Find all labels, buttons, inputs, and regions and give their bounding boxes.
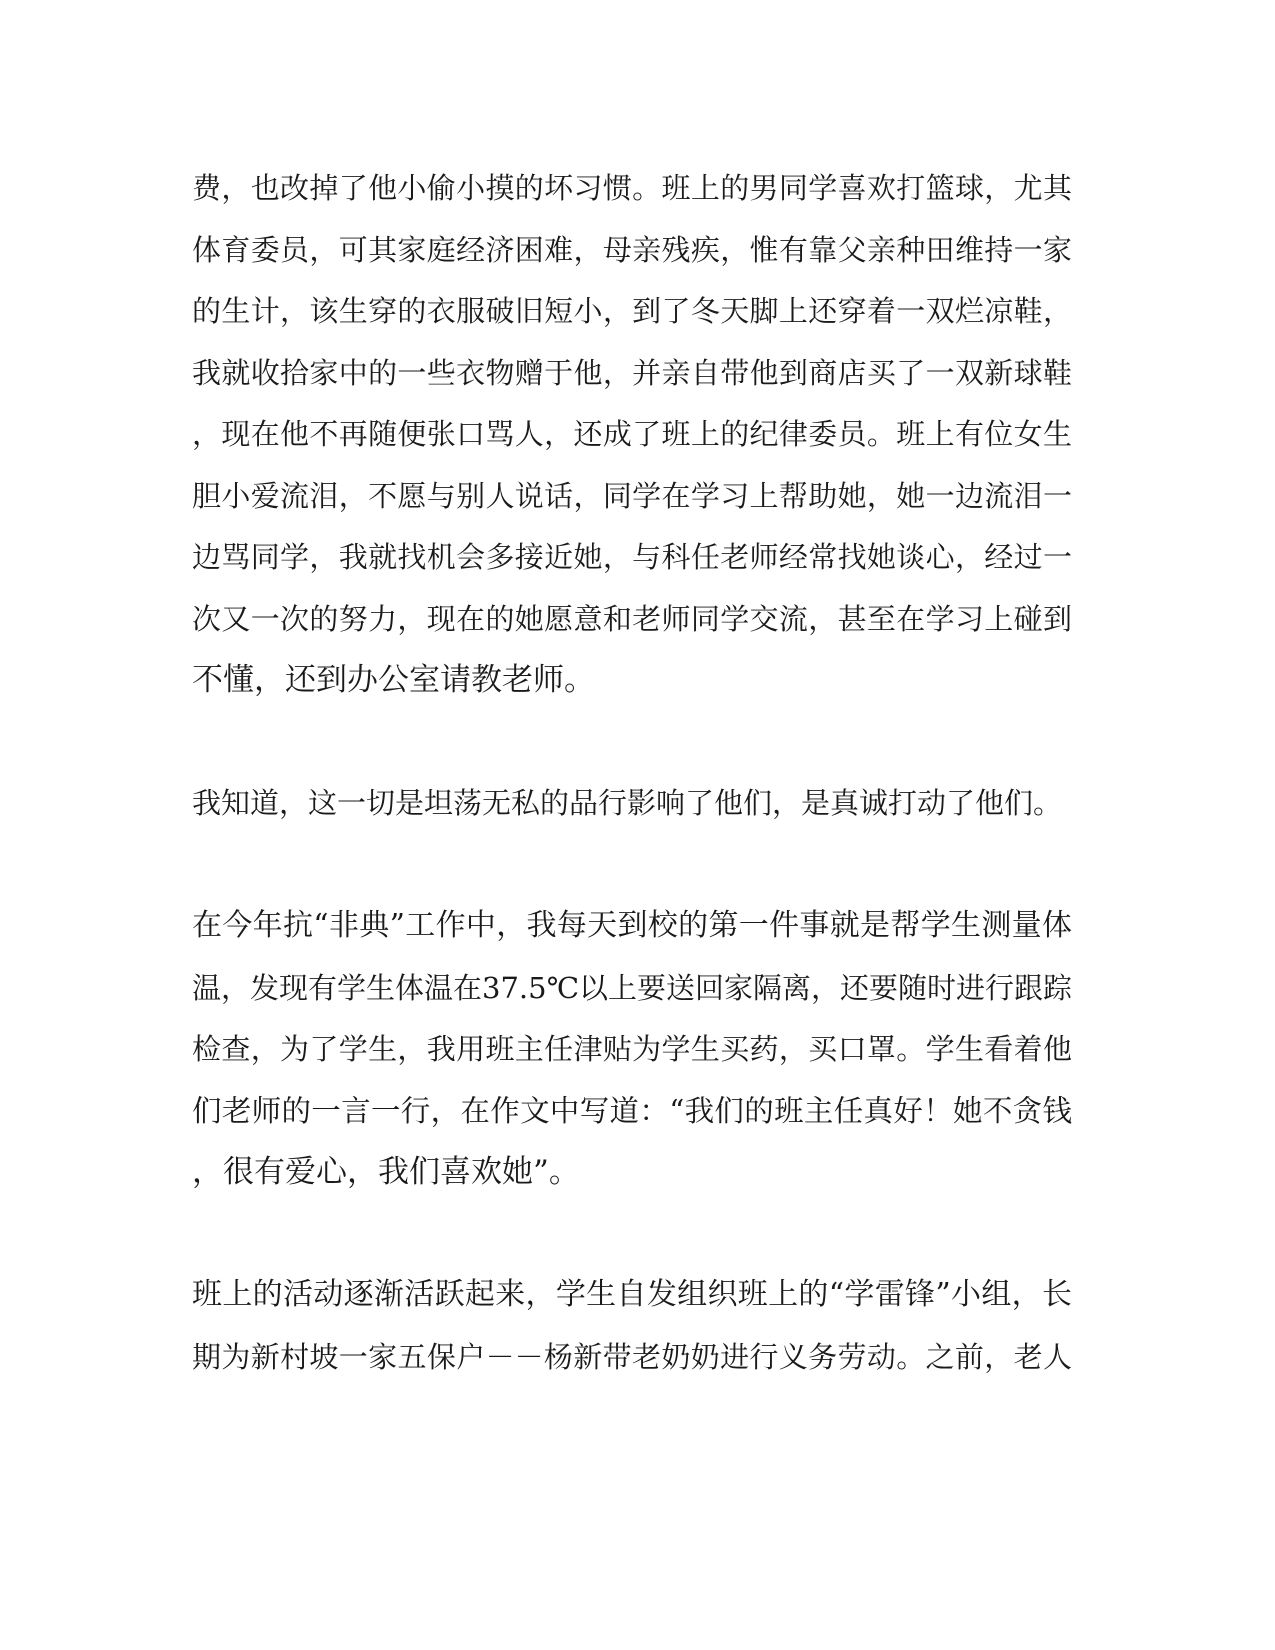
paragraph-1-line-9: 不懂，还到办公室请教老师。 — [192, 662, 595, 698]
paragraph-1-line-1: 费，也改掉了他小偷小摸的坏习惯。班上的男同学喜欢打篮球，尤其 — [192, 171, 1072, 205]
paragraph-3-line-5: ，很有爱心，我们喜欢她”。 — [192, 1154, 580, 1190]
paragraph-3-line-2: 温，发现有学生体温在37.5℃以上要送回家隔离，还要随时进行跟踪 — [192, 971, 1073, 1005]
paragraph-4-line-1: 班上的活动逐渐活跃起来，学生自发组织班上的“学雷锋”小组，长 — [192, 1277, 1072, 1312]
paragraph-3-line-1: 在今年抗“非典”工作中，我每天到校的第一件事就是帮学生测量体 — [192, 908, 1072, 943]
paragraph-3-line-3: 检查，为了学生，我用班主任津贴为学生买药，买口罩。学生看着他 — [192, 1032, 1072, 1066]
paragraph-1-line-6: 胆小爱流泪，不愿与别人说话，同学在学习上帮助她，她一边流泪一 — [192, 479, 1072, 513]
paragraph-2-line-1: 我知道，这一切是坦荡无私的品行影响了他们，是真诚打动了他们。 — [192, 786, 1063, 820]
paragraph-1-line-8: 次又一次的努力，现在的她愿意和老师同学交流，甚至在学习上碰到 — [192, 602, 1072, 636]
paragraph-3-line-4: 们老师的一言一行，在作文中写道：“我们的班主任真好！她不贪钱 — [192, 1094, 1072, 1128]
paragraph-1-line-3: 的生计，该生穿的衣服破旧短小，到了冬天脚上还穿着一双烂凉鞋， — [192, 294, 1072, 328]
paragraph-1-line-2: 体育委员，可其家庭经济困难，母亲残疾，惟有靠父亲种田维持一家 — [192, 233, 1072, 267]
paragraph-1-line-5: ，现在他不再随便张口骂人，还成了班上的纪律委员。班上有位女生 — [192, 417, 1072, 451]
paragraph-4-line-2: 期为新村坡一家五保户－－杨新带老奶奶进行义务劳动。之前，老人 — [192, 1340, 1072, 1374]
paragraph-1-line-4: 我就收拾家中的一些衣物赠于他，并亲自带他到商店买了一双新球鞋 — [192, 356, 1072, 390]
paragraph-1-line-7: 边骂同学，我就找机会多接近她，与科任老师经常找她谈心，经过一 — [192, 540, 1072, 574]
